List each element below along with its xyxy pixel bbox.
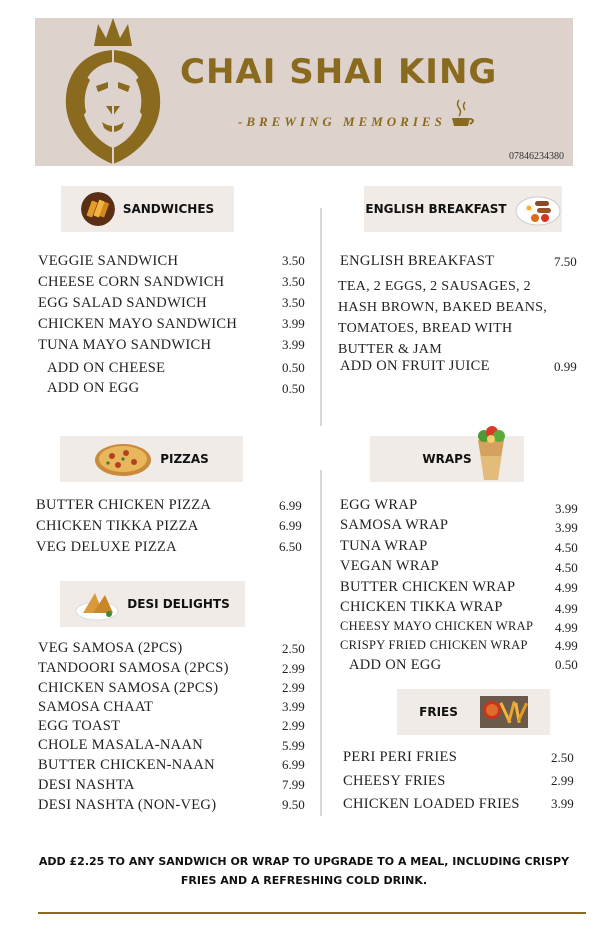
tagline: -BREWING MEMORIES: [238, 114, 446, 129]
phone-number: 07846234380: [509, 151, 564, 162]
menu-item-name: CHICKEN TIKKA WRAP: [340, 599, 503, 615]
menu-item-price: 3.50: [282, 253, 305, 268]
menu-item-name: ADD ON EGG: [349, 657, 442, 673]
menu-item-name: ADD ON EGG: [47, 380, 140, 396]
menu-item-name: BUTTER CHICKEN-NAAN: [38, 757, 215, 773]
menu-item-name: CHEESE CORN SANDWICH: [38, 274, 225, 290]
menu-item-name: VEG DELUXE PIZZA: [36, 539, 177, 555]
menu-item-name: PERI PERI FRIES: [343, 749, 458, 765]
column-divider: [320, 470, 322, 816]
lion-crown-logo-icon: [56, 16, 170, 166]
menu-item-price: 3.99: [282, 316, 305, 331]
menu-item-price: 4.99: [555, 620, 578, 635]
section-tag-fries: [397, 689, 550, 735]
menu-item-price: 0.50: [555, 657, 578, 672]
menu-item-name: VEGAN WRAP: [340, 558, 439, 574]
menu-item-price: 6.99: [282, 757, 305, 772]
menu-item-price: 3.99: [555, 501, 578, 516]
fries-icon: [480, 696, 528, 728]
section-tag-sandwiches: [61, 186, 234, 232]
footer-divider: [38, 912, 586, 914]
menu-item-price: 0.50: [282, 381, 305, 396]
menu-item-price: 7.99: [282, 777, 305, 792]
menu-item-price: 2.99: [551, 773, 574, 788]
pizza-icon: [94, 440, 152, 478]
brand-name: CHAI SHAI KING: [180, 52, 498, 92]
menu-item-price: 6.99: [279, 518, 302, 533]
menu-item-name: DESI NASHTA: [38, 777, 135, 793]
menu-item-name: VEG SAMOSA (2PCS): [38, 640, 183, 656]
section-tag-breakfast: [364, 186, 562, 232]
menu-item-price: 2.50: [282, 641, 305, 656]
section-title: FRIES: [419, 705, 458, 719]
menu-item-name: EGG SALAD SANDWICH: [38, 295, 207, 311]
menu-item-price: 2.99: [282, 661, 305, 676]
menu-item-name: BUTTER CHICKEN WRAP: [340, 579, 516, 595]
menu-item-name: ADD ON CHEESE: [47, 360, 166, 376]
menu-item-name: ENGLISH BREAKFAST: [340, 253, 495, 269]
menu-item-name: SAMOSA CHAAT: [38, 699, 154, 715]
menu-item-name: BUTTER CHICKEN PIZZA: [36, 497, 212, 513]
breakfast-description: TEA, 2 EGGS, 2 SAUSAGES, 2 HASH BROWN, BAKED BEANS, TOMATOES, BREAD WITH BUTTER & JAM: [338, 279, 548, 357]
menu-item-price: 4.50: [555, 560, 578, 575]
menu-item-price: 3.50: [282, 295, 305, 310]
menu-item-price: 6.99: [279, 498, 302, 513]
menu-item-name: CHOLE MASALA-NAAN: [38, 737, 203, 753]
menu-item-price: 4.99: [555, 601, 578, 616]
menu-item-name: EGG WRAP: [340, 497, 418, 513]
section-title: DESI DELIGHTS: [127, 597, 230, 611]
menu-item-price: 3.99: [282, 699, 305, 714]
menu-item-name: VEGGIE SANDWICH: [38, 253, 179, 269]
menu-item-price: 3.50: [282, 274, 305, 289]
menu-item-price: 0.50: [282, 360, 305, 375]
menu-item-price: 4.99: [555, 580, 578, 595]
menu-item-name: DESI NASHTA (NON-VEG): [38, 797, 217, 813]
menu-item-price: 7.50: [554, 254, 577, 269]
column-divider: [320, 208, 322, 426]
section-tag-pizzas: [60, 436, 243, 482]
section-title: SANDWICHES: [122, 202, 215, 216]
menu-item-name: CRISPY FRIED CHICKEN WRAP: [340, 638, 528, 652]
menu-item-name: SAMOSA WRAP: [340, 517, 449, 533]
menu-item-name: CHICKEN TIKKA PIZZA: [36, 518, 199, 534]
menu-item-price: 3.99: [282, 337, 305, 352]
menu-item-name: EGG TOAST: [38, 718, 121, 734]
section-title: WRAPS: [422, 452, 472, 466]
menu-item-price: 0.99: [554, 359, 577, 374]
breakfast-plate-icon: [515, 191, 561, 227]
section-title: ENGLISH BREAKFAST: [365, 202, 507, 216]
samosa-icon: [75, 587, 119, 621]
wrap-icon: [474, 422, 508, 482]
menu-item-name: CHICKEN MAYO SANDWICH: [38, 316, 238, 332]
coffee-cup-icon: [450, 98, 476, 128]
menu-item-price: 6.50: [279, 539, 302, 554]
section-title: PIZZAS: [160, 452, 209, 466]
menu-item-name: ADD ON FRUIT JUICE: [340, 358, 490, 374]
menu-item-price: 2.50: [551, 750, 574, 765]
menu-item-price: 3.99: [551, 796, 574, 811]
meal-upgrade-note: ADD £2.25 TO ANY SANDWICH OR WRAP TO UPGRADE TO A MEAL, INCLUDING CRISPY FRIES AND A REFRESHING COLD DRINK.: [38, 855, 570, 887]
menu-item-name: CHEESY FRIES: [343, 773, 446, 789]
menu-item-name: CHICKEN LOADED FRIES: [343, 796, 520, 812]
menu-item-price: 4.99: [555, 638, 578, 653]
menu-item-price: 2.99: [282, 680, 305, 695]
menu-item-price: 4.50: [555, 540, 578, 555]
menu-item-price: 2.99: [282, 718, 305, 733]
menu-item-price: 5.99: [282, 738, 305, 753]
menu-item-name: TUNA WRAP: [340, 538, 428, 554]
menu-item-name: CHICKEN SAMOSA (2PCS): [38, 680, 219, 696]
menu-item-name: TUNA MAYO SANDWICH: [38, 337, 212, 353]
menu-item-price: 3.99: [555, 520, 578, 535]
menu-item-name: TANDOORI SAMOSA (2PCS): [38, 660, 229, 676]
sandwich-icon: [81, 192, 115, 226]
menu-item-price: 9.50: [282, 797, 305, 812]
menu-item-name: CHEESY MAYO CHICKEN WRAP: [340, 619, 534, 633]
section-tag-desi: [60, 581, 245, 627]
